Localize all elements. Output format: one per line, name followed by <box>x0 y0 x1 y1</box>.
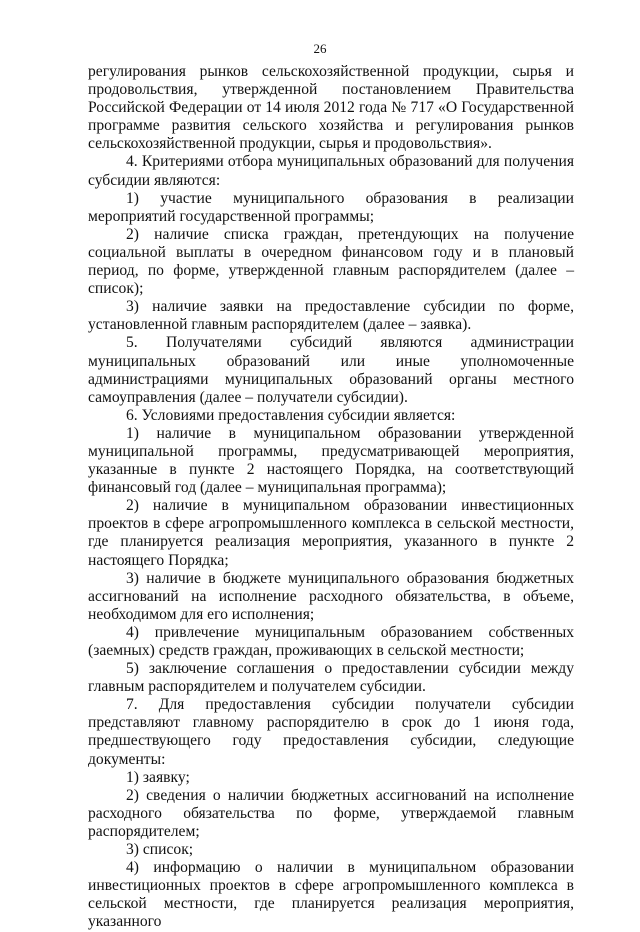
paragraph-item-7-2: 2) сведения о наличии бюджетных ассигнований на исполнение расходного обязательства по форме, утверждаемой главным распорядителем; <box>88 786 574 840</box>
paragraph-item-6-3: 3) наличие в бюджете муниципального образования бюджетных ассигнований на исполнение расходного обязательства, в объеме, необходимом для его исполнения; <box>88 569 574 623</box>
paragraph-item-6: 6. Условиями предоставления субсидии является: <box>126 406 456 424</box>
paragraph-item-6-5: 5) заключение соглашения о предоставлении субсидии между главным распорядителем и получателем субсидии. <box>88 660 574 696</box>
paragraph-item-4-3: 3) наличие заявки на предоставление субсидии по форме, установленной главным распорядителем (далее – заявка). <box>88 298 574 334</box>
paragraph-item-7-3: 3) список; <box>126 841 194 859</box>
paragraph-item-4-2: 2) наличие списка граждан, претендующих на получение социальной выплаты в очередном финансовом году и в плановый период, по форме, утвержденной главным распорядителем (далее – список); <box>88 225 574 298</box>
document-body <box>88 63 574 932</box>
paragraph-item-7-1: 1) заявку; <box>126 768 190 786</box>
paragraph-item-6-2: 2) наличие в муниципальном образовании инвестиционных проектов в сфере агропромышленного комплекса в сельской местности, где планируется реализация мероприятия, указанного в пункте 2 настоящего Порядка; <box>88 497 574 569</box>
paragraph-item-7-4: 4) информацию о наличии в муниципальном образовании инвестиционных проектов в сфере агропромышленного комплекса в сельской местности, где планируется реализация мероприятия, указанного <box>88 859 574 931</box>
paragraph-continuation: регулирования рынков сельскохозяйственной продукции, сырья и продовольствия, утвержденной постановлением Правительства Российской Федерации от 14 июля 2012 года № 717 «О Государственной программе развития сельского хозяйства и регулирования рынков сельскохозяйственной продукции, сырья и продовольствия». <box>88 63 574 153</box>
paragraph-item-4: 4. Критериями отбора муниципальных образований для получения субсидии являются: <box>88 153 574 189</box>
paragraph-item-6-4: 4) привлечение муниципальным образованием собственных (заемных) средств граждан, проживающих в сельской местности; <box>88 623 574 659</box>
paragraph-item-6-1: 1) наличие в муниципальном образовании утвержденной муниципальной программы, предусматривающей мероприятия, указанные в пункте 2 настоящего Порядка, на соответствующий финансовый год (далее – муниципальная программа); <box>88 424 574 497</box>
paragraph-item-7: 7. Для предоставления субсидии получатели субсидии представляют главному распорядителю в срок до 1 июня года, предшествующего году предоставления субсидии, следующие документы: <box>88 696 574 768</box>
paragraph-item-5: 5. Получателями субсидий являются администрации муниципальных образований или иные уполномоченные администрациями муниципальных образований органы местного самоуправления (далее – получатели субсидии). <box>88 334 574 406</box>
paragraph-item-4-1: 1) участие муниципального образования в реализации мероприятий государственной программы; <box>88 189 574 225</box>
page-number: 26 <box>313 41 327 56</box>
